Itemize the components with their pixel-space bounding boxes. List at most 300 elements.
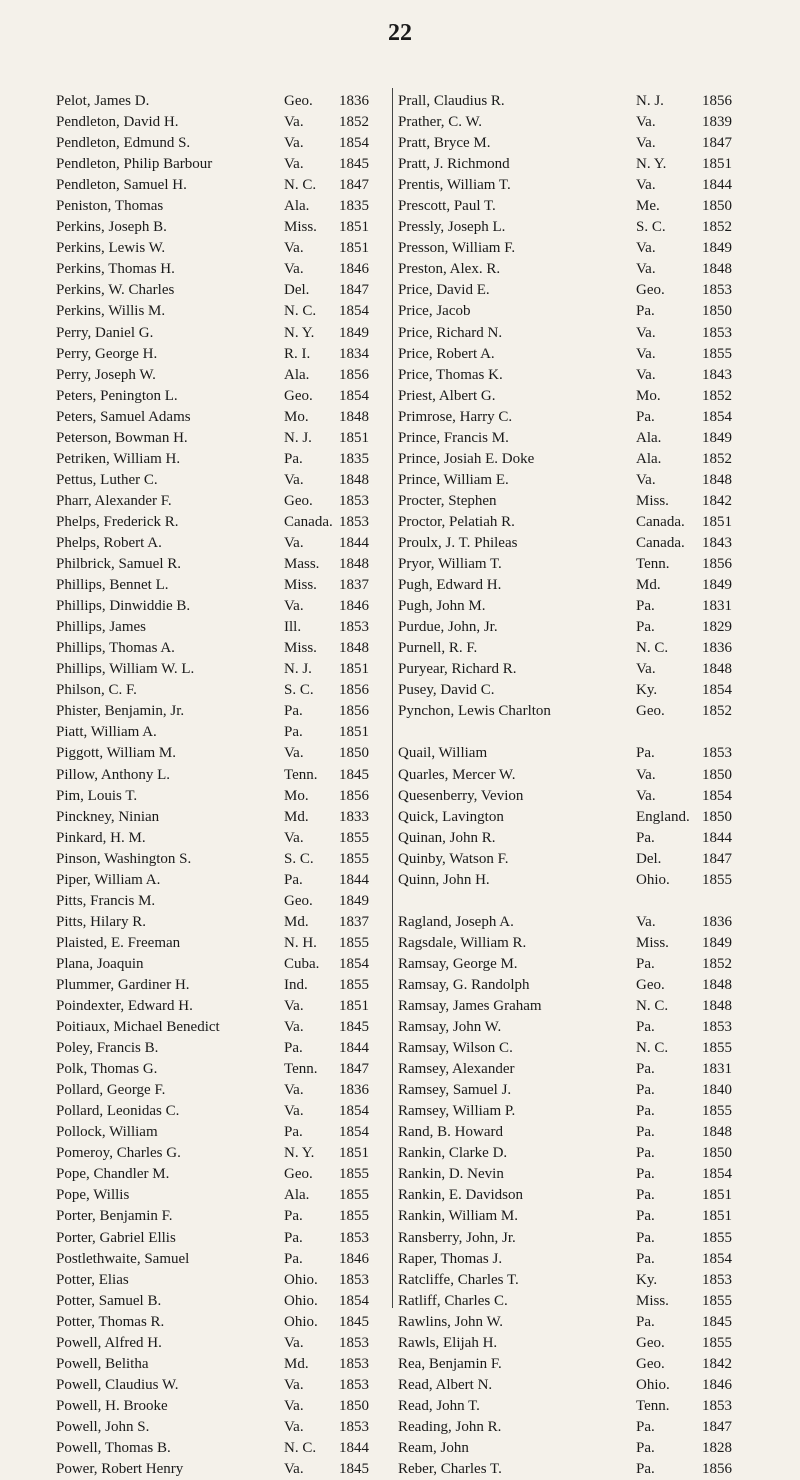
entry-year: 1855 xyxy=(339,1208,369,1225)
entry-name: Pratt, Bryce M. xyxy=(398,135,491,152)
entry-name: Poitiaux, Michael Benedict xyxy=(56,1019,220,1036)
entry-year: 1851 xyxy=(339,240,369,257)
entry-year: 1845 xyxy=(339,156,369,173)
entry-name: Powell, H. Brooke xyxy=(56,1397,168,1414)
entry-name: Rawlins, John W. xyxy=(398,1313,504,1330)
entry-year: 1855 xyxy=(339,1187,369,1204)
entry-year: 1851 xyxy=(702,1208,732,1225)
entry-year: 1852 xyxy=(702,450,732,467)
list-item xyxy=(398,765,746,786)
entry-state: Mo. xyxy=(636,387,661,404)
entry-state: Va. xyxy=(636,114,656,131)
list-item xyxy=(398,259,746,280)
list-item xyxy=(398,807,746,828)
entry-name: Pelot, James D. xyxy=(56,93,150,109)
entry-name: Reading, John R. xyxy=(398,1418,502,1435)
entry-state: Va. xyxy=(284,1418,304,1435)
entry-name: Ramsey, Alexander xyxy=(398,1061,515,1078)
list-item xyxy=(398,975,746,996)
list-item xyxy=(56,133,386,154)
entry-year: 1853 xyxy=(339,619,369,636)
entry-year: 1837 xyxy=(339,577,369,594)
entry-name: Piatt, William A. xyxy=(56,724,157,741)
page-number: 22 xyxy=(388,20,412,46)
entry-state: N. J. xyxy=(636,93,664,109)
entry-year: 1855 xyxy=(339,934,369,951)
entry-name: Pomeroy, Charles G. xyxy=(56,1145,181,1162)
entry-state: Pa. xyxy=(284,1040,303,1057)
list-item xyxy=(398,175,746,196)
entry-year: 1844 xyxy=(339,871,369,888)
entry-year: 1828 xyxy=(702,1440,732,1456)
entry-year: 1852 xyxy=(702,703,732,720)
entry-year: 1845 xyxy=(339,1461,369,1478)
entry-state: Pa. xyxy=(636,1145,655,1162)
entry-state: Pa. xyxy=(636,1187,655,1204)
entry-name: Quail, William xyxy=(398,745,488,762)
entry-name: Phillips, Dinwiddie B. xyxy=(56,598,191,615)
list-item xyxy=(398,217,746,238)
entry-state: Va. xyxy=(284,1103,304,1120)
list-item xyxy=(56,743,386,764)
entry-state: N. Y. xyxy=(636,156,667,173)
entry-year: 1855 xyxy=(339,1166,369,1183)
entry-name: Pendleton, Philip Barbour xyxy=(56,156,213,173)
list-item xyxy=(56,154,386,175)
entry-year: 1850 xyxy=(702,303,732,320)
list-item xyxy=(56,1206,386,1227)
entry-year: 1853 xyxy=(702,745,732,762)
entry-name: Quarles, Mercer W. xyxy=(398,766,516,783)
entry-state: N. Y. xyxy=(284,324,315,341)
entry-year: 1854 xyxy=(339,1124,369,1141)
list-item xyxy=(398,1270,746,1291)
entry-year: 1851 xyxy=(339,1145,369,1162)
list-item xyxy=(398,912,746,933)
entry-name: Prentis, William T. xyxy=(398,177,511,194)
entry-name: Pynchon, Lewis Charlton xyxy=(398,703,551,720)
entry-name: Phelps, Frederick R. xyxy=(56,513,179,530)
entry-state: Tenn. xyxy=(284,1061,318,1078)
entry-name: Ratliff, Charles C. xyxy=(398,1292,508,1309)
entry-year: 1851 xyxy=(702,513,732,530)
entry-state: N. H. xyxy=(284,934,317,951)
entry-year: 1844 xyxy=(339,1040,369,1057)
entry-year: 1850 xyxy=(339,1397,369,1414)
entry-name: Quinn, John H. xyxy=(398,871,490,888)
list-item xyxy=(398,407,746,428)
entry-state: Pa. xyxy=(636,745,655,762)
entry-name: Poley, Francis B. xyxy=(56,1040,159,1057)
entry-state: Pa. xyxy=(284,1208,303,1225)
list-item xyxy=(56,91,386,112)
entry-state: Md. xyxy=(636,577,661,594)
entry-name: Pendleton, Samuel H. xyxy=(56,177,187,194)
entry-state: N. C. xyxy=(284,1440,317,1456)
entry-state: Va. xyxy=(284,1019,304,1036)
entry-name: Pusey, David C. xyxy=(398,682,495,699)
entry-name: Ragsdale, William R. xyxy=(398,934,527,951)
list-item xyxy=(56,512,386,533)
entry-name: Phillips, William W. L. xyxy=(56,661,195,678)
entry-year: 1855 xyxy=(339,976,369,993)
entry-state: N. C. xyxy=(636,1040,669,1057)
list-item xyxy=(56,575,386,596)
entry-state: Pa. xyxy=(636,1229,655,1246)
entry-state: Pa. xyxy=(636,1208,655,1225)
entry-name: Pollock, William xyxy=(56,1124,158,1141)
entry-name: Pitts, Francis M. xyxy=(56,892,156,909)
entry-year: 1844 xyxy=(702,829,732,846)
entry-name: Perkins, Lewis W. xyxy=(56,240,166,257)
entry-state: Pa. xyxy=(636,1440,655,1456)
entry-year: 1849 xyxy=(339,892,369,909)
entry-state: Pa. xyxy=(636,598,655,615)
list-item xyxy=(56,870,386,891)
entry-name: Reber, Charles T. xyxy=(398,1461,502,1478)
list-item xyxy=(398,428,746,449)
entry-name: Proctor, Pelatiah R. xyxy=(398,513,515,530)
entry-state: Md. xyxy=(284,808,309,825)
left-column xyxy=(56,91,386,1480)
entry-year: 1850 xyxy=(702,808,732,825)
entry-state: Pa. xyxy=(636,1061,655,1078)
list-item xyxy=(56,1312,386,1333)
list-item xyxy=(398,617,746,638)
entry-name: Pim, Louis T. xyxy=(56,787,138,804)
list-item xyxy=(398,1396,746,1417)
entry-name: Pendleton, David H. xyxy=(56,114,179,131)
entry-name: Price, Jacob xyxy=(398,303,471,320)
entry-state: Va. xyxy=(284,534,304,551)
entry-name: Peniston, Thomas xyxy=(56,198,164,215)
entry-name: Read, John T. xyxy=(398,1397,480,1414)
entry-state: Va. xyxy=(636,345,656,362)
entry-name: Ratcliffe, Charles T. xyxy=(398,1271,519,1288)
entry-name: Pitts, Hilary R. xyxy=(56,913,147,930)
blank-row xyxy=(398,891,746,912)
entry-year: 1853 xyxy=(339,1334,369,1351)
entry-name: Powell, Claudius W. xyxy=(56,1376,179,1393)
entry-name: Raper, Thomas J. xyxy=(398,1250,503,1267)
entry-state: Canada. xyxy=(636,534,685,551)
entry-name: Philson, C. F. xyxy=(56,682,137,699)
entry-state: Pa. xyxy=(636,829,655,846)
list-item xyxy=(56,1143,386,1164)
entry-state: Va. xyxy=(636,913,656,930)
entry-name: Purnell, R. F. xyxy=(398,640,478,657)
entry-state: Ohio. xyxy=(284,1292,318,1309)
entry-state: Va. xyxy=(284,1461,304,1478)
entry-name: Ramsey, William P. xyxy=(398,1103,516,1120)
list-item xyxy=(56,680,386,701)
list-item xyxy=(398,196,746,217)
list-item xyxy=(56,533,386,554)
entry-state: Va. xyxy=(284,156,304,173)
entry-year: 1849 xyxy=(702,934,732,951)
entry-state: Canada. xyxy=(284,513,333,530)
entry-name: Preston, Alex. R. xyxy=(398,261,501,278)
entry-name: Price, David E. xyxy=(398,282,490,299)
entry-name: Ramsey, Samuel J. xyxy=(398,1082,512,1099)
list-item xyxy=(56,301,386,322)
list-item xyxy=(56,344,386,365)
entry-state: Va. xyxy=(284,998,304,1015)
entry-name: Peterson, Bowman H. xyxy=(56,429,188,446)
entry-state: Ky. xyxy=(636,1271,658,1288)
entry-name: Pope, Chandler M. xyxy=(56,1166,170,1183)
entry-name: Pillow, Anthony L. xyxy=(56,766,171,783)
entry-name: Potter, Samuel B. xyxy=(56,1292,162,1309)
list-item xyxy=(398,133,746,154)
entry-name: Peters, Penington L. xyxy=(56,387,178,404)
entry-state: Va. xyxy=(636,471,656,488)
entry-state: Pa. xyxy=(636,1166,655,1183)
list-item xyxy=(398,1122,746,1143)
list-item xyxy=(398,449,746,470)
entry-name: Perkins, Thomas H. xyxy=(56,261,175,278)
list-item xyxy=(398,112,746,133)
entry-state: Geo. xyxy=(284,892,313,909)
entry-year: 1853 xyxy=(339,1271,369,1288)
entry-state: Va. xyxy=(284,240,304,257)
entry-year: 1842 xyxy=(702,1355,732,1372)
list-item xyxy=(398,91,746,112)
entry-year: 1855 xyxy=(339,850,369,867)
entry-year: 1853 xyxy=(702,324,732,341)
entry-state: Va. xyxy=(284,745,304,762)
entry-state: Geo. xyxy=(636,703,665,720)
entry-state: Pa. xyxy=(284,871,303,888)
entry-state: Va. xyxy=(636,787,656,804)
entry-state: Cuba. xyxy=(284,955,320,972)
list-item xyxy=(398,933,746,954)
entry-name: Plummer, Gardiner H. xyxy=(56,976,190,993)
entry-year: 1854 xyxy=(702,1166,732,1183)
entry-year: 1847 xyxy=(702,135,732,152)
list-item xyxy=(398,154,746,175)
list-item xyxy=(56,1438,386,1459)
entry-year: 1844 xyxy=(702,177,732,194)
entry-name: Ramsay, G. Randolph xyxy=(398,976,530,993)
list-item xyxy=(56,975,386,996)
entry-name: Plaisted, E. Freeman xyxy=(56,934,181,951)
entry-state: Del. xyxy=(284,282,310,299)
entry-name: Perry, Daniel G. xyxy=(56,324,154,341)
entry-year: 1844 xyxy=(339,1440,369,1456)
entry-year: 1849 xyxy=(702,429,732,446)
entry-state: Pa. xyxy=(636,955,655,972)
entry-year: 1853 xyxy=(339,1355,369,1372)
entry-name: Puryear, Richard R. xyxy=(398,661,517,678)
list-item xyxy=(398,301,746,322)
entry-state: Miss. xyxy=(636,934,669,951)
entry-year: 1854 xyxy=(702,787,732,804)
entry-name: Ramsay, Wilson C. xyxy=(398,1040,513,1057)
list-item xyxy=(398,870,746,891)
list-item xyxy=(56,828,386,849)
entry-year: 1848 xyxy=(339,640,369,657)
entry-year: 1848 xyxy=(339,556,369,573)
entry-year: 1829 xyxy=(702,619,732,636)
entry-state: Va. xyxy=(284,829,304,846)
entry-state: Me. xyxy=(636,198,660,215)
entry-name: Pharr, Alexander F. xyxy=(56,492,172,509)
entry-year: 1856 xyxy=(702,556,732,573)
entry-year: 1854 xyxy=(339,1292,369,1309)
entry-state: Pa. xyxy=(636,1103,655,1120)
entry-year: 1853 xyxy=(702,1019,732,1036)
entry-year: 1847 xyxy=(339,177,369,194)
entry-name: Ramsay, John W. xyxy=(398,1019,502,1036)
list-item xyxy=(398,280,746,301)
entry-state: Pa. xyxy=(636,1124,655,1141)
list-item xyxy=(56,1375,386,1396)
entry-state: Pa. xyxy=(636,1082,655,1099)
entry-year: 1856 xyxy=(339,703,369,720)
entry-name: Perkins, W. Charles xyxy=(56,282,175,299)
entry-name: Pratt, J. Richmond xyxy=(398,156,510,173)
list-item xyxy=(56,1122,386,1143)
entry-state: Pa. xyxy=(636,1250,655,1267)
entry-state: Va. xyxy=(636,240,656,257)
entry-name: Read, Albert N. xyxy=(398,1376,493,1393)
entry-name: Ransberry, John, Jr. xyxy=(398,1229,516,1246)
entry-year: 1845 xyxy=(702,1313,732,1330)
entry-year: 1846 xyxy=(339,598,369,615)
list-item xyxy=(56,1333,386,1354)
entry-state: Geo. xyxy=(284,492,313,509)
list-item xyxy=(56,1396,386,1417)
entry-state: Pa. xyxy=(284,724,303,741)
entry-year: 1848 xyxy=(702,976,732,993)
entry-state: Pa. xyxy=(284,1124,303,1141)
list-item xyxy=(398,596,746,617)
list-item xyxy=(398,512,746,533)
entry-name: Price, Thomas K. xyxy=(398,366,503,383)
entry-state: N. C. xyxy=(284,177,317,194)
entry-state: Mo. xyxy=(284,787,309,804)
entry-state: N. C. xyxy=(636,640,669,657)
entry-state: Va. xyxy=(284,1334,304,1351)
entry-name: Pope, Willis xyxy=(56,1187,130,1204)
entry-name: Ramsay, George M. xyxy=(398,955,518,972)
entry-name: Prince, Josiah E. Doke xyxy=(398,450,535,467)
list-item xyxy=(56,1249,386,1270)
entry-state: Ala. xyxy=(284,1187,310,1204)
list-item xyxy=(398,1080,746,1101)
entry-name: Pryor, William T. xyxy=(398,556,502,573)
entry-year: 1844 xyxy=(339,534,369,551)
entry-year: 1840 xyxy=(702,1082,732,1099)
entry-year: 1835 xyxy=(339,198,369,215)
entry-year: 1851 xyxy=(339,724,369,741)
list-item xyxy=(398,743,746,764)
entry-year: 1853 xyxy=(339,513,369,530)
list-item xyxy=(56,1101,386,1122)
list-item xyxy=(56,196,386,217)
entry-year: 1834 xyxy=(339,345,369,362)
entry-name: Phillips, Bennet L. xyxy=(56,577,169,594)
entry-name: Powell, Thomas B. xyxy=(56,1440,171,1456)
list-item xyxy=(56,1417,386,1438)
entry-state: Pa. xyxy=(636,1461,655,1478)
list-item xyxy=(398,1206,746,1227)
entry-name: Perkins, Willis M. xyxy=(56,303,166,320)
entry-name: Piper, William A. xyxy=(56,871,161,888)
entry-year: 1848 xyxy=(702,661,732,678)
entry-name: Rankin, D. Nevin xyxy=(398,1166,504,1183)
list-item xyxy=(398,344,746,365)
entry-year: 1850 xyxy=(339,745,369,762)
entry-year: 1849 xyxy=(702,577,732,594)
entry-state: N. J. xyxy=(284,429,312,446)
entry-name: Porter, Benjamin F. xyxy=(56,1208,173,1225)
entry-year: 1848 xyxy=(702,261,732,278)
list-item xyxy=(56,1185,386,1206)
list-item xyxy=(398,1059,746,1080)
entry-state: Pa. xyxy=(284,450,303,467)
list-item xyxy=(56,175,386,196)
entry-year: 1854 xyxy=(339,1103,369,1120)
entry-state: Ala. xyxy=(284,198,310,215)
list-item xyxy=(398,1375,746,1396)
entry-year: 1853 xyxy=(339,1229,369,1246)
list-item xyxy=(56,1164,386,1185)
blank-row xyxy=(398,722,746,743)
entry-name: Purdue, John, Jr. xyxy=(398,619,498,636)
list-item xyxy=(398,1228,746,1249)
list-item xyxy=(56,638,386,659)
entry-name: Pinkard, H. M. xyxy=(56,829,146,846)
list-item xyxy=(398,1164,746,1185)
entry-year: 1850 xyxy=(702,198,732,215)
list-item xyxy=(56,807,386,828)
entry-year: 1855 xyxy=(702,1229,732,1246)
entry-name: Prather, C. W. xyxy=(398,114,482,131)
entry-year: 1851 xyxy=(339,998,369,1015)
entry-name: Powell, John S. xyxy=(56,1418,150,1435)
entry-year: 1843 xyxy=(702,366,732,383)
entry-state: N. Y. xyxy=(284,1145,315,1162)
entry-name: Primrose, Harry C. xyxy=(398,408,513,425)
entry-state: Miss. xyxy=(284,577,317,594)
entry-year: 1831 xyxy=(702,598,732,615)
entry-name: Pressly, Joseph L. xyxy=(398,219,506,236)
entry-state: Geo. xyxy=(636,1334,665,1351)
entry-name: Philbrick, Samuel R. xyxy=(56,556,181,573)
entry-state: Geo. xyxy=(636,282,665,299)
entry-name: Pugh, Edward H. xyxy=(398,577,502,594)
entry-state: Ohio. xyxy=(284,1271,318,1288)
entry-name: Quinby, Watson F. xyxy=(398,850,509,867)
list-item xyxy=(398,554,746,575)
column-divider xyxy=(392,88,393,1308)
list-item xyxy=(398,1417,746,1438)
entry-year: 1855 xyxy=(702,1292,732,1309)
list-item xyxy=(56,722,386,743)
entry-name: Postlethwaite, Samuel xyxy=(56,1250,190,1267)
list-item xyxy=(398,1017,746,1038)
entry-year: 1852 xyxy=(339,114,369,131)
entry-year: 1850 xyxy=(702,1145,732,1162)
entry-name: Pettus, Luther C. xyxy=(56,471,158,488)
entry-year: 1848 xyxy=(702,998,732,1015)
list-item xyxy=(398,954,746,975)
entry-state: Va. xyxy=(284,261,304,278)
entry-year: 1836 xyxy=(339,1082,369,1099)
entry-year: 1852 xyxy=(702,387,732,404)
